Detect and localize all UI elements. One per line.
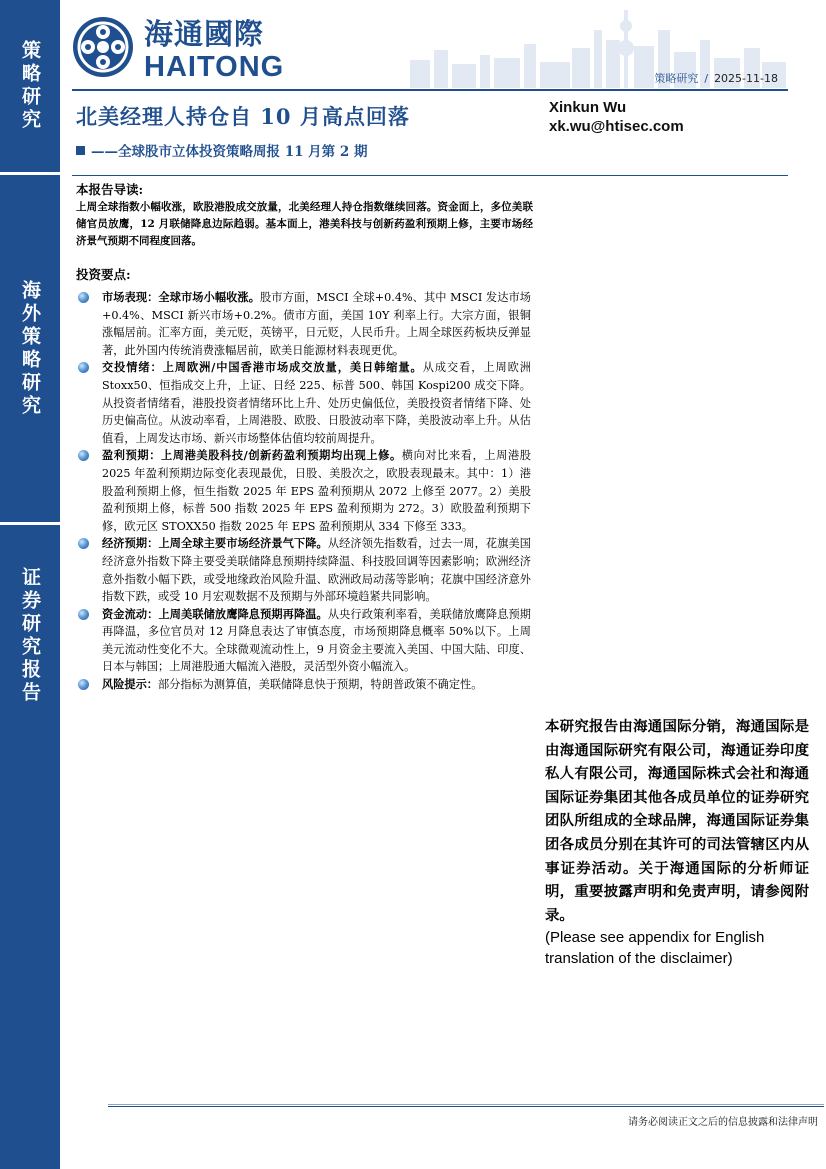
- sidebar-tab-overseas: [0, 175, 60, 522]
- footer-notice: 请务必阅读正文之后的信息披露和法律声明: [628, 1117, 818, 1128]
- sidebar-tab-label: 海外策略研究: [19, 279, 41, 418]
- haitong-emblem-icon: [72, 16, 134, 78]
- bullet-icon: [78, 609, 89, 620]
- footer-rule: [108, 1106, 824, 1107]
- report-date: 2025-11-18: [714, 72, 778, 85]
- author-name: Xinkun Wu: [549, 99, 627, 116]
- point-text: 部分指标为测算值，美联储降息快于预期，特朗普政策不确定性。: [157, 678, 483, 692]
- list-item: [76, 359, 531, 447]
- point-text: 从央行政策利率看，美联储放鹰降息预期再降温，多位官员对 12 月降息表达了审慎态度，市场预期降息概率 50%以下。上周美元流动性变化不大。全球微观流动性上，9 月资金主要流入美国、中国大陆、印度、日本与韩国；上周港股通大幅流入港股，灵活型外资小幅流入。: [102, 607, 531, 674]
- point-lead: 经济预期：上周全球主要市场经济景气下降。: [102, 536, 328, 551]
- list-item: [76, 447, 531, 535]
- guide-text: 上周全球指数小幅收涨，欧股港股成交放量，北美经理人持仓指数继续回落。资金面上，多位美联储官员放鹰，12 月联储降息边际趋弱。基本面上，港美科技与创新药盈利预期上修，主要市场经济景气预期不同程度回落。: [76, 201, 533, 247]
- report-title: 北美经理人持仓自 10 月高点回落: [76, 104, 410, 129]
- list-item: [76, 606, 531, 676]
- point-lead: 盈利预期：上周港美股科技/创新药盈利预期均出现上修。: [102, 448, 402, 463]
- sidebar-tab-strategy: [0, 0, 60, 172]
- list-item: [76, 289, 531, 359]
- header-meta: [654, 70, 778, 86]
- author-block: [549, 98, 684, 136]
- point-lead: 交投情绪：上周欧洲/中国香港市场成交放量，美日韩缩量。: [102, 360, 423, 375]
- disclaimer-cn: 本研究报告由海通国际分销，海通国际是由海通国际研究有限公司，海通证券印度私人有限公司，海通国际株式会社和海通国际证券集团其他各成员单位的证券研究团队所组成的全球品牌，海通国际证券集团各成员分别在其许可的司法管辖区内从事证券活动。关于海通国际的分析师证明，重要披露声明和免责声明，请参阅附录。: [545, 718, 809, 924]
- title-rule: [72, 175, 788, 176]
- author-email[interactable]: xk.wu@htisec.com: [549, 118, 684, 135]
- bullet-icon: [78, 679, 89, 690]
- footer-rule-thin: [108, 1104, 824, 1105]
- report-subtitle-text: ——全球股市立体投资策略周报 11 月第 2 期: [91, 144, 368, 160]
- logo-cn: 海通國際: [144, 17, 265, 51]
- point-text: 从经济领先指数看，过去一周，花旗美国经济意外指数下降主要受美联储降息预期持续降温、科技股回调等因素影响；欧洲经济意外指数小幅下跌，或受地缘政治风险升温、欧洲政局动荡等影响；花旗中国经济意外指数下跌，或受 10 月宏观数据不及预期与外部环境趋紧共同影响。: [102, 537, 531, 604]
- point-lead: 资金流动：上周美联储放鹰降息预期再降温。: [102, 606, 328, 621]
- header-rule: [72, 89, 788, 91]
- bullet-icon: [78, 292, 89, 303]
- bullet-icon: [78, 538, 89, 549]
- point-lead: 市场表现：全球市场小幅收涨。: [102, 290, 261, 304]
- square-bullet-icon: [76, 146, 85, 155]
- sidebar-tab-label: 证券研究报告: [19, 567, 41, 705]
- meta-separator: /: [704, 72, 709, 85]
- points-heading: 投资要点:: [76, 267, 131, 282]
- point-text: 股市方面，MSCI 全球+0.4%、其中 MSCI 发达市场+0.4%、MSCI 新兴市场+0.2%。债市方面，美国 10Y 利率上行。大宗方面，银铜涨幅居前。汇率方面，美元贬，英镑平，日元贬，人民币升。上周全球医药板块反弹显著，此外国内传统消费涨幅居前，欧美日能源材料表现更优。: [102, 291, 531, 357]
- point-text: 横向对比来看，上周港股 2025 年盈利预期边际变化表现最优，日股、美股次之，欧股表现最末。其中：1）港股盈利预期上修，恒生指数 2025 年 EPS 盈利预期从 2072 上修至 2077。2）美股盈利预期上修，标普 500 指数 2025 年 EPS 盈利预期为 272。3）欧股盈利预期下修，欧元区 STOXX50 指数 2025 年 EPS 盈利预期从 334 下修至 333。: [102, 449, 531, 533]
- list-item: [76, 535, 531, 605]
- bullet-icon: [78, 362, 89, 373]
- sidebar-tab-securities: [0, 525, 60, 1169]
- guide-heading: 本报告导读:: [76, 182, 144, 197]
- logo-wordmark: [144, 12, 284, 81]
- sidebar-tab-label: 策略研究: [19, 40, 41, 132]
- report-category: 策略研究: [654, 72, 699, 85]
- logo-en: HAITONG: [144, 51, 285, 83]
- point-lead: 风险提示：: [102, 677, 158, 692]
- key-points-list: [76, 289, 531, 694]
- list-item: [76, 676, 531, 694]
- report-subtitle: [76, 140, 367, 160]
- disclaimer-block: [545, 715, 809, 969]
- brand-logo: [72, 12, 284, 81]
- disclaimer-en: (Please see appendix for English translation of the disclaimer): [545, 929, 765, 968]
- point-text: 从成交看，上周欧洲 Stoxx50、恒指成交上升，上证、日经 225、标普 500、韩国 Kospi200 成交下降。从投资者情绪看，港股投资者情绪环比上升、处历史偏低位，美股投资者情绪下降、处历史偏高位。从波动率看，上周港股、欧股、日股波动率下降，美股波动率上升。从估值看，上周发达市场、新兴市场整体估值均较前周提升。: [102, 361, 531, 445]
- bullet-icon: [78, 450, 89, 461]
